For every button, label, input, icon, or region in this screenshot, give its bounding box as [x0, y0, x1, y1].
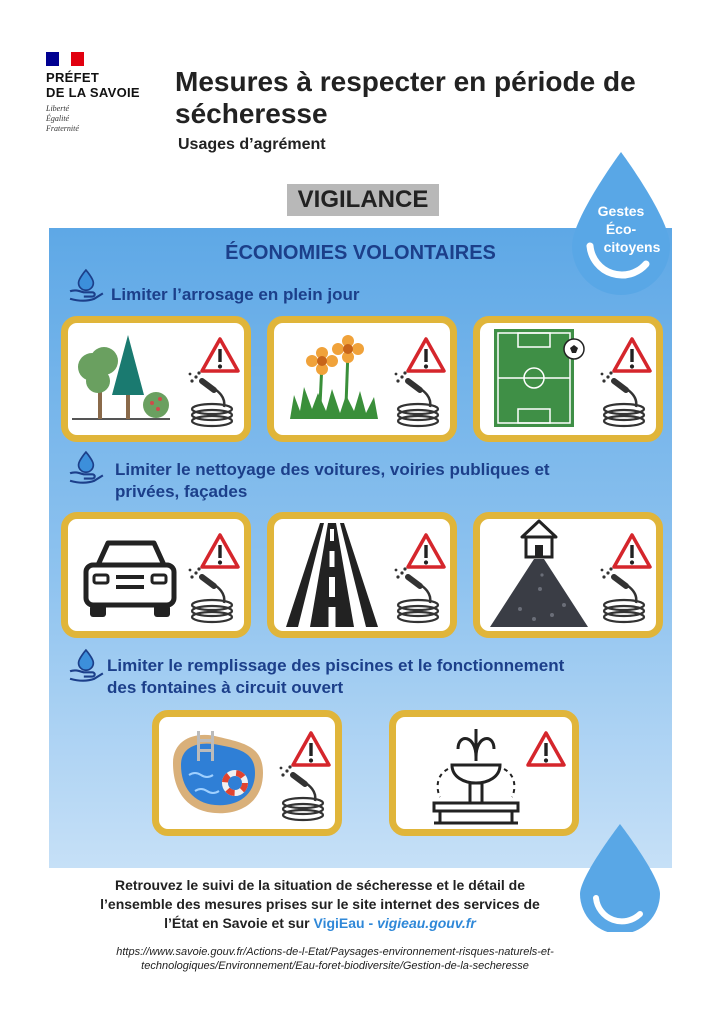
footer-line3-prefix: l’État en Savoie et sur — [164, 915, 314, 931]
vigieau-link[interactable]: VigiEau — [313, 915, 365, 931]
measure-3-heading — [107, 655, 667, 699]
motto-liberte: Liberté — [46, 104, 70, 113]
footer-line2: l’ensemble des mesures prises sur le site internet des services de — [100, 896, 540, 912]
page-title: Mesures à respecter en période de sécheresse — [175, 66, 636, 129]
badge-line2: Éco- — [605, 221, 637, 237]
source-url-line1: https://www.savoie.gouv.fr/Actions-de-l-Etat/Paysages-environnement-risques-naturels-et- — [116, 946, 554, 958]
card-trees — [61, 316, 251, 442]
car-icon — [68, 519, 244, 631]
motto-fraternite: Fraternité — [46, 124, 79, 133]
flowers-icon — [274, 323, 450, 435]
measure-3-heading-line1: Limiter le remplissage des piscines et le fonctionnement — [107, 656, 565, 675]
badge-line3: citoyens — [603, 239, 661, 255]
pool-icon — [159, 717, 335, 829]
footer-line3 — [60, 914, 580, 933]
measure-2-heading-line1: Limiter le nettoyage des voitures, voiries publiques et — [115, 460, 550, 479]
hand-water-drop-icon — [69, 450, 105, 486]
football-field-icon — [480, 323, 656, 435]
section-title: ÉCONOMIES VOLONTAIRES — [225, 242, 496, 264]
footer-line1: Retrouvez le suivi de la situation de sécheresse et le détail de — [114, 877, 526, 893]
source-url-line2: technologiques/Environnement/Eau-foret-biodiversite/Gestion-de-la-secheresse — [141, 960, 529, 972]
republic-motto — [46, 104, 156, 134]
measure-2-heading-line2: privées, façades — [115, 482, 248, 501]
card-car — [61, 512, 251, 638]
prefecture-name — [46, 70, 156, 100]
measures-panel — [49, 228, 672, 868]
water-drop-icon — [574, 820, 666, 932]
french-flag-icon — [46, 52, 84, 66]
hand-water-drop-icon — [69, 268, 105, 304]
prefecture-logo — [46, 52, 156, 134]
source-url[interactable] — [55, 945, 615, 973]
house-driveway-icon — [480, 519, 656, 631]
fountain-icon — [396, 717, 572, 829]
measure-1-heading: Limiter l’arrosage en plein jour — [111, 285, 360, 304]
road-icon — [274, 519, 450, 631]
footer-info — [60, 876, 580, 933]
measure-2-heading — [115, 459, 665, 503]
card-house-driveway — [473, 512, 663, 638]
footer-separator: - — [364, 915, 378, 931]
card-road — [267, 512, 457, 638]
hand-water-drop-icon — [69, 648, 105, 684]
trees-icon — [68, 323, 244, 435]
measure-3-heading-line2: des fontaines à circuit ouvert — [107, 678, 344, 697]
page-subtitle: Usages d’agrément — [178, 136, 326, 153]
prefecture-name-line2: DE LA SAVOIE — [46, 85, 140, 100]
badge-line1: Gestes — [597, 203, 645, 219]
eco-gestures-badge — [568, 148, 674, 296]
motto-egalite: Égalité — [46, 114, 70, 123]
card-fountain — [389, 710, 579, 836]
vigieau-url-link[interactable]: vigieau.gouv.fr — [377, 915, 476, 931]
prefecture-name-line1: PRÉFET — [46, 70, 100, 85]
card-pool — [152, 710, 342, 836]
alert-level-label: VIGILANCE — [287, 184, 439, 216]
card-flowers — [267, 316, 457, 442]
card-football-field — [473, 316, 663, 442]
